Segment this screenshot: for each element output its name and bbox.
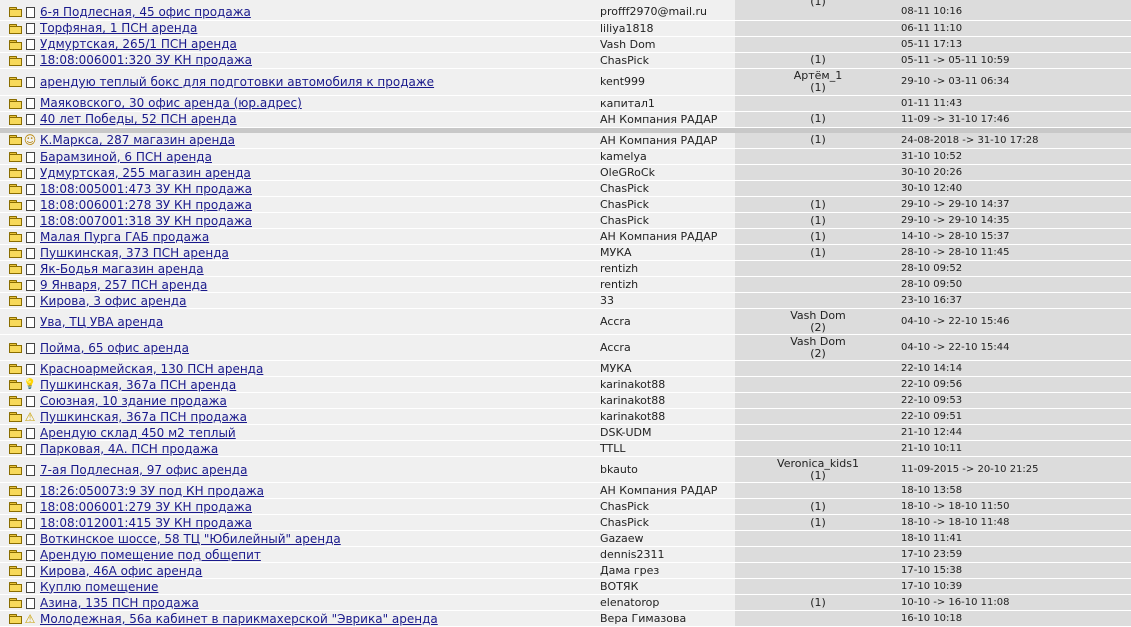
topic-author: Accra bbox=[600, 315, 631, 328]
folder-icon bbox=[9, 428, 22, 438]
topic-date: 31-10 10:52 bbox=[901, 151, 963, 162]
folder-icon bbox=[9, 184, 22, 194]
table-row bbox=[0, 595, 1131, 611]
page-icon bbox=[26, 216, 35, 227]
last-reply-author: Артём_1 bbox=[793, 68, 843, 82]
folder-icon bbox=[9, 7, 22, 17]
folder-icon bbox=[9, 598, 22, 608]
reply-count: (1) bbox=[810, 112, 826, 125]
topic-link[interactable]: 18:08:007001:318 ЗУ КН продажа bbox=[40, 213, 252, 228]
topic-link[interactable]: Кирова, 3 офис аренда bbox=[40, 293, 187, 308]
page-icon bbox=[26, 317, 35, 328]
last-reply-author: Vash Dom bbox=[790, 334, 846, 348]
table-row bbox=[0, 95, 1131, 111]
folder-icon bbox=[9, 364, 22, 374]
table-row bbox=[0, 277, 1131, 293]
topic-author: АН Компания РАДАР bbox=[600, 112, 718, 126]
topic-link[interactable]: Красноармейская, 130 ПСН аренда bbox=[40, 361, 264, 376]
topic-date: 30-10 20:26 bbox=[901, 167, 963, 178]
topic-link[interactable]: арендую теплый бокс для подготовки автомобиля к продаже bbox=[40, 74, 435, 89]
page-icon bbox=[26, 7, 35, 18]
topic-date: 17-10 15:38 bbox=[901, 565, 963, 576]
smiley-icon: ☺ bbox=[23, 133, 37, 148]
table-row bbox=[0, 377, 1131, 393]
page-icon bbox=[26, 280, 35, 291]
topic-author: kamelya bbox=[600, 150, 647, 163]
reply-count bbox=[810, 0, 826, 4]
topic-author: rentizh bbox=[600, 278, 639, 291]
reply-count: (2) bbox=[810, 320, 826, 334]
topic-link[interactable]: 18:08:012001:415 ЗУ КН продажа bbox=[40, 515, 252, 530]
page-icon bbox=[26, 232, 35, 243]
topic-date: 18-10 -> 18-10 11:50 bbox=[901, 501, 1010, 512]
folder-icon bbox=[9, 280, 22, 290]
page-icon bbox=[26, 396, 35, 407]
table-row bbox=[0, 133, 1131, 149]
topic-link[interactable]: Воткинское шоссе, 58 ТЦ "Юбилейный" аренда bbox=[40, 531, 341, 546]
table-row bbox=[0, 515, 1131, 531]
table-row bbox=[0, 611, 1131, 627]
last-reply-author: Vash Dom bbox=[790, 308, 846, 322]
table-row bbox=[0, 457, 1131, 483]
folder-icon bbox=[9, 152, 22, 162]
topic-link[interactable]: 18:08:006001:278 ЗУ КН продажа bbox=[40, 197, 252, 212]
topic-author: ChasPick bbox=[600, 516, 649, 529]
page-icon bbox=[26, 264, 35, 275]
topic-link[interactable]: Ува, ТЦ УВА аренда bbox=[40, 314, 164, 329]
folder-icon bbox=[9, 200, 22, 210]
topic-author: rentizh bbox=[600, 262, 639, 275]
topic-date: 11-09 -> 31-10 17:46 bbox=[901, 113, 1010, 125]
folder-icon bbox=[9, 614, 22, 624]
page-icon bbox=[26, 486, 35, 497]
topic-link[interactable]: 18:08:006001:320 ЗУ КН продажа bbox=[40, 53, 252, 67]
reply-count: (2) bbox=[810, 346, 826, 360]
topic-date: 28-10 -> 28-10 11:45 bbox=[901, 247, 1010, 258]
folder-icon bbox=[9, 465, 22, 475]
folder-icon bbox=[9, 99, 22, 109]
topic-link[interactable]: Куплю помещение bbox=[40, 579, 159, 594]
topic-author: 33 bbox=[600, 294, 614, 307]
topic-date: 18-10 11:41 bbox=[901, 533, 963, 544]
page-icon bbox=[26, 598, 35, 609]
topic-author: АН Компания РАДАР bbox=[600, 133, 718, 147]
table-row bbox=[0, 393, 1131, 409]
topic-date: 22-10 09:56 bbox=[901, 379, 963, 390]
table-row bbox=[0, 245, 1131, 261]
topic-author: bkauto bbox=[600, 463, 638, 476]
folder-icon bbox=[9, 77, 22, 87]
topic-link[interactable]: Арендую помещение под общепит bbox=[40, 547, 261, 562]
topic-author: ВОТЯК bbox=[600, 580, 639, 593]
reply-count: (1) bbox=[810, 213, 826, 227]
folder-icon bbox=[9, 24, 22, 34]
table-row bbox=[0, 52, 1131, 68]
reply-count: (1) bbox=[810, 53, 826, 66]
folder-icon bbox=[9, 566, 22, 576]
topic-author: Vash Dom bbox=[600, 37, 656, 51]
page-icon bbox=[26, 168, 35, 179]
topic-author: МУКА bbox=[600, 362, 632, 375]
topic-date: 18-10 13:58 bbox=[901, 485, 963, 496]
table-row bbox=[0, 149, 1131, 165]
topic-link[interactable]: Азина, 135 ПСН продажа bbox=[40, 595, 199, 610]
topic-author: ChasPick bbox=[600, 198, 649, 211]
folder-icon bbox=[9, 216, 22, 226]
table-row bbox=[0, 261, 1131, 277]
page-icon bbox=[26, 343, 35, 354]
topic-link[interactable]: Пушкинская, 373 ПСН аренда bbox=[40, 245, 229, 260]
table-row bbox=[0, 361, 1131, 377]
topic-author: Дама грез bbox=[600, 564, 660, 577]
folder-icon bbox=[9, 582, 22, 592]
table-row bbox=[0, 229, 1131, 245]
topic-date: 29-10 -> 29-10 14:37 bbox=[901, 199, 1010, 210]
topic-author: DSK-UDM bbox=[600, 426, 652, 439]
page-icon bbox=[26, 465, 35, 476]
table-row bbox=[0, 579, 1131, 595]
warning-icon: ⚠ bbox=[24, 611, 36, 626]
topic-author: profff2970@mail.ru bbox=[600, 5, 707, 19]
table-row bbox=[0, 499, 1131, 515]
page-icon bbox=[26, 200, 35, 211]
topic-author: Gazaew bbox=[600, 532, 644, 545]
topic-date: 30-10 12:40 bbox=[901, 183, 963, 194]
folder-icon bbox=[9, 518, 22, 528]
folder-icon bbox=[9, 396, 22, 406]
table-row bbox=[0, 335, 1131, 361]
topic-date: 23-10 16:37 bbox=[901, 295, 963, 306]
topic-author: elenatorop bbox=[600, 596, 660, 609]
folder-icon bbox=[9, 343, 22, 353]
topic-link[interactable]: Маяковского, 30 офис аренда (юр.адрес) bbox=[40, 96, 302, 110]
page-icon bbox=[26, 23, 35, 34]
page-icon bbox=[26, 444, 35, 455]
table-row bbox=[0, 441, 1131, 457]
reply-count: (1) bbox=[810, 515, 826, 529]
reply-count: (1) bbox=[810, 595, 826, 609]
topic-link[interactable]: 40 лет Победы, 52 ПСН аренда bbox=[40, 112, 237, 126]
table-row bbox=[0, 563, 1131, 579]
page-icon bbox=[26, 566, 35, 577]
table-row bbox=[0, 483, 1131, 499]
table-row bbox=[0, 36, 1131, 52]
topic-link[interactable]: Удмуртская, 255 магазин аренда bbox=[40, 165, 251, 180]
topic-link[interactable]: 18:08:005001:473 ЗУ КН продажа bbox=[40, 181, 252, 196]
folder-icon bbox=[9, 248, 22, 258]
folder-icon bbox=[9, 534, 22, 544]
folder-icon bbox=[9, 550, 22, 560]
topic-date: 11-09-2015 -> 20-10 21:25 bbox=[901, 464, 1039, 475]
topic-date: 21-10 12:44 bbox=[901, 427, 963, 438]
page-icon bbox=[26, 550, 35, 561]
table-row bbox=[0, 213, 1131, 229]
folder-icon bbox=[9, 317, 22, 327]
page-icon bbox=[26, 428, 35, 439]
page-icon bbox=[26, 364, 35, 375]
topic-author: ChasPick bbox=[600, 500, 649, 513]
folder-icon bbox=[9, 296, 22, 306]
table-row bbox=[0, 531, 1131, 547]
topic-date: 05-11 -> 05-11 10:59 bbox=[901, 54, 1010, 66]
topic-author: АН Компания РАДАР bbox=[600, 484, 718, 497]
page-icon bbox=[26, 502, 35, 513]
topic-author: OleGRoCk bbox=[600, 166, 655, 179]
topic-author: TTLL bbox=[600, 442, 626, 455]
topic-author: dennis2311 bbox=[600, 548, 665, 561]
table-row bbox=[0, 547, 1131, 563]
folder-icon bbox=[9, 264, 22, 274]
table-row bbox=[0, 4, 1131, 20]
topic-author: Вера Гимазова bbox=[600, 612, 687, 625]
topic-link[interactable]: 6-я Подлесная, 45 офис продажа bbox=[40, 4, 251, 19]
topic-link[interactable]: 18:26:050073:9 ЗУ под КН продажа bbox=[40, 483, 265, 498]
topic-date: 22-10 14:14 bbox=[901, 363, 963, 374]
topic-date: 28-10 09:52 bbox=[901, 263, 963, 274]
page-icon bbox=[26, 582, 35, 593]
folder-icon bbox=[9, 56, 22, 66]
reply-count: (1) bbox=[810, 245, 826, 259]
topic-link[interactable]: Кирова, 46А офис аренда bbox=[40, 563, 203, 578]
page-icon bbox=[26, 55, 35, 66]
topic-date: 18-10 -> 18-10 11:48 bbox=[901, 517, 1010, 528]
topic-date: 16-10 10:18 bbox=[901, 613, 963, 624]
page-icon bbox=[26, 77, 35, 88]
table-row bbox=[0, 197, 1131, 213]
reply-count: (1) bbox=[810, 197, 826, 211]
topic-date: 06-11 11:10 bbox=[901, 22, 963, 34]
topic-link[interactable]: Барамзиной, 6 ПСН аренда bbox=[40, 149, 212, 164]
topic-link[interactable]: 18:08:006001:279 ЗУ КН продажа bbox=[40, 499, 252, 514]
topic-date: 04-10 -> 22-10 15:44 bbox=[901, 342, 1010, 353]
table-row bbox=[0, 165, 1131, 181]
page-icon bbox=[26, 296, 35, 307]
topic-author: karinakot88 bbox=[600, 394, 666, 407]
reply-count: (1) bbox=[810, 499, 826, 513]
page-icon bbox=[26, 39, 35, 50]
page-icon bbox=[26, 534, 35, 545]
topic-link[interactable]: 9 Января, 257 ПСН аренда bbox=[40, 277, 208, 292]
topic-author: МУКА bbox=[600, 246, 632, 259]
topic-date: 21-10 10:11 bbox=[901, 443, 963, 454]
topic-link[interactable]: Удмуртская, 265/1 ПСН аренда bbox=[40, 37, 237, 51]
folder-icon bbox=[9, 40, 22, 50]
page-icon bbox=[26, 114, 35, 125]
page-icon bbox=[26, 98, 35, 109]
table-row bbox=[0, 425, 1131, 441]
topic-author: liliya1818 bbox=[600, 21, 654, 35]
topic-author: ChasPick bbox=[600, 53, 649, 67]
topic-link[interactable]: Як-Бодья магазин аренда bbox=[40, 261, 204, 276]
topic-date: 28-10 09:50 bbox=[901, 279, 963, 290]
topic-author: капитал1 bbox=[600, 96, 655, 110]
reply-count: (1) bbox=[810, 468, 826, 482]
topic-date: 14-10 -> 28-10 15:37 bbox=[901, 231, 1010, 242]
folder-icon bbox=[9, 168, 22, 178]
warning-icon: ⚠ bbox=[24, 409, 36, 424]
folder-icon bbox=[9, 444, 22, 454]
page-icon bbox=[26, 184, 35, 195]
lightbulb-icon: 💡 bbox=[23, 378, 37, 390]
topic-link[interactable]: Торфяная, 1 ПСН аренда bbox=[40, 21, 198, 35]
reply-count: (1) bbox=[810, 80, 826, 94]
folder-icon bbox=[9, 115, 22, 125]
topic-date: 17-10 23:59 bbox=[901, 549, 963, 560]
table-row bbox=[0, 20, 1131, 36]
topic-date: 17-10 10:39 bbox=[901, 581, 963, 592]
folder-icon bbox=[9, 232, 22, 242]
topic-link[interactable]: Пушкинская, 367а ПСН аренда bbox=[40, 377, 237, 392]
table-row bbox=[0, 68, 1131, 95]
page-icon bbox=[26, 152, 35, 163]
topic-date: 29-10 -> 29-10 14:35 bbox=[901, 215, 1010, 226]
topic-link[interactable]: Пушкинская, 367а ПСН продажа bbox=[40, 409, 247, 424]
reply-count: (1) bbox=[810, 133, 826, 147]
topic-author: АН Компания РАДАР bbox=[600, 230, 718, 243]
topic-date: 22-10 09:51 bbox=[901, 411, 963, 422]
topic-date: 10-10 -> 16-10 11:08 bbox=[901, 597, 1010, 608]
table-row bbox=[0, 181, 1131, 197]
topic-link[interactable]: Пойма, 65 офис аренда bbox=[40, 340, 189, 355]
table-row bbox=[0, 309, 1131, 335]
topic-link[interactable]: 7-ая Подлесная, 97 офис аренда bbox=[40, 462, 248, 477]
topic-date: 08-11 10:16 bbox=[901, 6, 963, 18]
topic-author: karinakot88 bbox=[600, 378, 666, 391]
topic-link[interactable]: Союзная, 10 здание продажа bbox=[40, 393, 227, 408]
table-row bbox=[0, 111, 1131, 127]
page-icon bbox=[26, 248, 35, 259]
table-row bbox=[0, 293, 1131, 309]
reply-count: (1) bbox=[810, 229, 826, 243]
folder-icon bbox=[9, 502, 22, 512]
folder-icon bbox=[9, 486, 22, 496]
topic-date: 01-11 11:43 bbox=[901, 97, 963, 109]
topic-link[interactable]: Молодежная, 56а кабинет в парикмахерской "Эврика" аренда bbox=[40, 611, 438, 626]
folder-icon bbox=[9, 135, 22, 145]
folder-icon bbox=[9, 380, 22, 390]
topic-date: 22-10 09:53 bbox=[901, 395, 963, 406]
topic-author: ChasPick bbox=[600, 214, 649, 227]
page-icon bbox=[26, 518, 35, 529]
last-reply-author: Veronica_kids1 bbox=[777, 456, 859, 470]
topic-link[interactable]: К.Маркса, 287 магазин аренда bbox=[40, 133, 235, 148]
topic-author: karinakot88 bbox=[600, 410, 666, 423]
topic-date: 05-11 17:13 bbox=[901, 38, 963, 50]
folder-icon bbox=[9, 412, 22, 422]
topic-date: 29-10 -> 03-11 06:34 bbox=[901, 76, 1010, 87]
topic-link[interactable]: Арендую склад 450 м2 теплый bbox=[40, 425, 236, 440]
topic-author: ChasPick bbox=[600, 182, 649, 195]
topic-link[interactable]: Парковая, 4А. ПСН продажа bbox=[40, 441, 219, 456]
topic-date: 04-10 -> 22-10 15:46 bbox=[901, 316, 1010, 327]
topic-author: Accra bbox=[600, 341, 631, 354]
table-row bbox=[0, 409, 1131, 425]
topic-date: 24-08-2018 -> 31-10 17:28 bbox=[901, 134, 1039, 146]
topic-link[interactable]: Малая Пурга ГАБ продажа bbox=[40, 229, 210, 244]
topic-author: kent999 bbox=[600, 75, 646, 88]
